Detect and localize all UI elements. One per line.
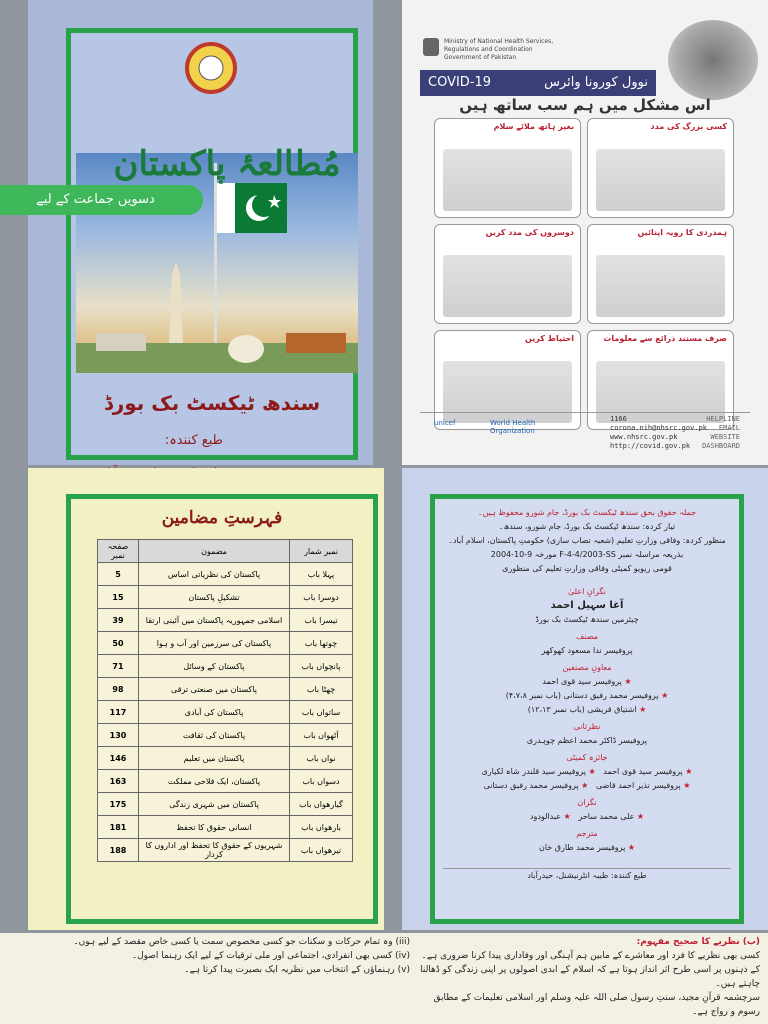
topic-cell: پاکستان کی ثقافت: [139, 724, 290, 747]
author-label: مصنف: [576, 632, 598, 641]
next-page-strip: [0, 933, 768, 1024]
contact-value: 1166: [610, 415, 627, 423]
tile-caption: بغیر ہاتھ ملائے سلام: [493, 122, 574, 131]
page-cell: 163: [98, 770, 139, 793]
paragraph-line: کے ذہنوں پر اسی طرح اثر انداز ہوتا ہے کہ اسلام کے ابدی اصولوں پر اپنی زندگی کو ڈھالنا چاہتے ہیں۔: [420, 965, 760, 989]
overseer-title: چیئرمین سندھ ٹیکسٹ بک بورڈ: [535, 615, 639, 624]
tile-illustration: [596, 255, 725, 317]
supervisors-row: [443, 810, 731, 823]
table-row[interactable]: [98, 747, 353, 770]
coauthor-item: [443, 703, 731, 716]
page-cell: 5: [98, 563, 139, 586]
author-name: پروفیسر ندا مسعود کھوکھر: [541, 646, 633, 655]
advice-tile: [587, 118, 734, 218]
tile-illustration: [443, 149, 572, 211]
topic-cell: پاکستان کے وسائل: [139, 655, 290, 678]
coronavirus-icon: [668, 20, 758, 100]
advice-tile: [434, 118, 581, 218]
covid-banner-en: COVID-19: [428, 75, 492, 90]
tile-caption: ہمدردی کا رویہ اپنائیں: [637, 228, 727, 237]
contact-value: www.nhsrc.gov.pk: [610, 433, 678, 441]
page-cell: 15: [98, 586, 139, 609]
contact-list: [610, 415, 740, 451]
contact-key: EMAIL: [718, 424, 740, 432]
contact-value: corona.nih@nhsrc.gov.pk: [610, 424, 707, 432]
tile-caption: احتیاط کریں: [525, 334, 574, 343]
chapter-cell: چوتھا باب: [290, 632, 353, 655]
star-icon: ★: [683, 781, 691, 790]
table-row[interactable]: [98, 655, 353, 678]
contact-row: [610, 415, 740, 424]
review-committee-label: جائزہ کمیٹی: [566, 753, 608, 762]
contact-row: [610, 424, 740, 433]
pakistan-emblem-icon: [420, 36, 442, 60]
star-icon: ★: [661, 691, 669, 700]
star-icon: ★: [636, 812, 645, 821]
coauthors-label: معاونِ مصنفین: [562, 663, 612, 672]
review-committee-row: [443, 765, 731, 778]
page-cell: 181: [98, 816, 139, 839]
table-row[interactable]: [98, 701, 353, 724]
table-row[interactable]: [98, 609, 353, 632]
topic-cell: پاکستان کی نظریاتی اساس: [139, 563, 290, 586]
tile-caption: صرف مستند ذرائع سے معلومات: [603, 334, 727, 343]
page-cell: 117: [98, 701, 139, 724]
page-cell: 39: [98, 609, 139, 632]
supervisors-label: نگران: [577, 798, 597, 807]
approval-letter: بذریعہ مراسلہ نمبر F-4-4/2003-SS مورخہ 9-10-2004: [490, 550, 684, 559]
credits-body: [443, 505, 731, 883]
reviewer-name: پروفیسر ڈاکٹر محمد اعظم چوہدری: [526, 736, 648, 745]
section-heading: (ب) نظریے کا صحیح مفہوم:: [636, 937, 760, 947]
coauthor-name: پروفیسر محمد رفیق دستانی (باب نمبر ۴،۷،۸): [505, 691, 659, 700]
star-icon: ★: [627, 843, 636, 852]
editor-row: [443, 841, 731, 854]
contact-row: [610, 433, 740, 442]
table-row[interactable]: [98, 586, 353, 609]
tile-illustration: [596, 149, 725, 211]
contents-table: [97, 539, 353, 862]
chapter-cell: پہلا باب: [290, 563, 353, 586]
coauthor-item: [443, 689, 731, 702]
coauthor-name: پروفیسر سید قوی احمد: [542, 677, 622, 686]
book-cover-page: [28, 0, 373, 465]
chapter-cell: پانچواں باب: [290, 655, 353, 678]
page-cell: 50: [98, 632, 139, 655]
paragraph-line: سرچشمہ قرآنِ مجید، سنتِ رسول صلی اللہ علیہ وسلم اور اسلامی تعلیمات کے مطابق رسوم و رواج ہے۔: [433, 993, 760, 1017]
chapter-cell: تیرھواں باب: [290, 839, 353, 862]
poster-headline: اس مشکل میں ہم سب ساتھ ہیں: [459, 96, 711, 114]
contents-header-row: [98, 540, 353, 563]
topic-cell: پاکستان کی سرزمین اور آب و ہوا: [139, 632, 290, 655]
topic-cell: پاکستان کی آبادی: [139, 701, 290, 724]
review-committee-note: قومی ریویو کمیٹی وفاقی وزارتِ تعلیم کی منظوری: [502, 564, 672, 573]
chapter-cell: نواں باب: [290, 747, 353, 770]
printer-label: طبع کنندہ:: [164, 433, 223, 448]
paragraph-line: (iii) وہ تمام حرکات و سکنات جو کسی مخصوص سمت یا کسی خاص مقصد کے لیے ہوں۔: [73, 937, 410, 947]
advice-tile: [434, 224, 581, 324]
page-cell: 71: [98, 655, 139, 678]
table-row[interactable]: [98, 678, 353, 701]
ministry-name: Ministry of National Health Services, Regulations and Coordination Government of Pakistan: [444, 38, 554, 61]
topic-cell: پاکستان میں تعلیم: [139, 747, 290, 770]
prepared-by: تیار کردہ: سندھ ٹیکسٹ بک بورڈ، جام شورو، سندھ۔: [498, 522, 676, 531]
paragraph-line: کسی بھی نظریے کا فرد اور معاشرے کے مابین ہم آہنگی اور وفاداری پیدا کرنا ضروری ہے۔: [421, 951, 760, 961]
publisher-board: سندھ ٹیکسٹ بک بورڈ: [103, 391, 321, 415]
tile-caption: دوسروں کی مدد کریں: [485, 228, 574, 237]
topic-cell: پاکستان میں صنعتی ترقی: [139, 678, 290, 701]
reviewer-label: نظرثانی: [573, 722, 601, 731]
covid-poster-page: [402, 0, 768, 465]
committee-member: پروفیسر سید قوی احمد: [603, 767, 683, 776]
page-cell: 188: [98, 839, 139, 862]
star-icon: ★: [624, 677, 632, 686]
contact-key: WEBSITE: [710, 433, 740, 441]
committee-member: پروفیسر سید قلندر شاہ لکیاری: [481, 767, 586, 776]
column-header: صفحہ نمبر: [98, 540, 139, 563]
tile-caption: کسی بزرگ کی مدد: [650, 122, 727, 131]
poster-footer: [420, 412, 750, 451]
chapter-cell: ساتواں باب: [290, 701, 353, 724]
table-row[interactable]: [98, 816, 353, 839]
credits-printer: طبع کنندہ: طیبہ انٹرنیشنل، حیدرآباد: [443, 868, 731, 882]
committee-member: پروفیسر نذیر احمد قاضی: [595, 781, 681, 790]
contact-key: HELPLINE: [706, 415, 740, 423]
star-icon: ★: [581, 781, 589, 790]
paragraph-line: (v) رہنماؤں کے انتخاب میں نظریہ ایک بصیرت پیدا کرتا ہے۔: [184, 965, 410, 975]
coauthor-name: اشتیاق قریشی (باب نمبر ۱۲،۱۳): [527, 705, 637, 714]
editor-label: مترجم: [576, 829, 598, 838]
contact-key: DASHBOARD: [702, 442, 740, 450]
table-row[interactable]: [98, 563, 353, 586]
contact-value: http://covid.gov.pk: [610, 442, 691, 450]
topic-cell: تشکیلِ پاکستان: [139, 586, 290, 609]
committee-member: پروفیسر محمد رفیق دستانی: [483, 781, 579, 790]
topic-cell: شہریوں کے حقوق کا تحفظ اور اداروں کا کردار: [139, 839, 290, 862]
credits-page: [402, 468, 768, 930]
contents-frame: [66, 494, 378, 924]
supervisor-name: علی محمد ساحر: [578, 812, 635, 821]
topic-cell: اسلامی جمہوریہ پاکستان میں آئینی ارتقا: [139, 609, 290, 632]
table-row[interactable]: [98, 770, 353, 793]
advice-tile: [587, 224, 734, 324]
overseer-label: نگرانِ اعلیٰ: [567, 587, 606, 596]
page-cell: 130: [98, 724, 139, 747]
body-text-right: [420, 935, 760, 1019]
contact-row: [610, 442, 740, 451]
advice-tile-grid: [434, 118, 734, 430]
table-row[interactable]: [98, 839, 353, 862]
star-icon: ★: [563, 812, 571, 821]
who-logo: World Health Organization: [490, 419, 536, 435]
star-icon: ★: [639, 705, 647, 714]
chapter-cell: دوسرا باب: [290, 586, 353, 609]
chapter-cell: بارھواں باب: [290, 816, 353, 839]
chapter-cell: گیارھواں باب: [290, 793, 353, 816]
contents-title: فہرستِ مضامین: [161, 508, 283, 528]
paragraph-line: (iv) کسی بھی انفرادی، اجتماعی اور ملی ترقیات کے لیے ایک رہنما اصول۔: [131, 951, 410, 961]
table-of-contents-page: [28, 468, 384, 930]
column-header: مضمون: [139, 540, 290, 563]
table-row[interactable]: [98, 793, 353, 816]
covid-banner: [420, 70, 656, 96]
copyright-note: جملہ حقوق بحق سندھ ٹیکسٹ بک بورڈ، جام شورو محفوظ ہیں۔: [477, 508, 697, 517]
unicef-logo: unicef: [434, 419, 456, 427]
credits-frame: [430, 494, 744, 924]
topic-cell: انسانی حقوق کا تحفظ: [139, 816, 290, 839]
overseer-name: آغا سہیل احمد: [550, 600, 624, 611]
supervisor-name: عبدالودود: [529, 812, 562, 821]
chapter-cell: تیسرا باب: [290, 609, 353, 632]
board-seal-icon: [185, 42, 237, 94]
topic-cell: پاکستان، ایک فلاحی مملکت: [139, 770, 290, 793]
body-text-left: [60, 935, 410, 977]
table-row[interactable]: [98, 724, 353, 747]
page-cell: 98: [98, 678, 139, 701]
book-title: مُطالعۂ پاکستان: [113, 144, 341, 184]
table-row[interactable]: [98, 632, 353, 655]
star-icon: ★: [588, 767, 596, 776]
page-cell: 146: [98, 747, 139, 770]
editor-name: پروفیسر محمد طارق خان: [538, 843, 626, 852]
chapter-cell: چھٹا باب: [290, 678, 353, 701]
chapter-cell: دسواں باب: [290, 770, 353, 793]
covid-banner-ur: نوول کورونا وائرس: [544, 75, 648, 90]
grade-ribbon: دسویں جماعت کے لیے: [0, 185, 203, 215]
page-cell: 175: [98, 793, 139, 816]
column-header: نمبر شمار: [290, 540, 353, 563]
review-committee-row: [443, 779, 731, 792]
tile-illustration: [443, 255, 572, 317]
approved-by: منظور کردہ: وفاقی وزارتِ تعلیم (شعبہ نصاب سازی) حکومتِ پاکستان، اسلام آباد۔: [448, 536, 726, 545]
star-icon: ★: [685, 767, 693, 776]
topic-cell: پاکستان میں شہری زندگی: [139, 793, 290, 816]
chapter-cell: آٹھواں باب: [290, 724, 353, 747]
coauthor-item: [443, 675, 731, 688]
